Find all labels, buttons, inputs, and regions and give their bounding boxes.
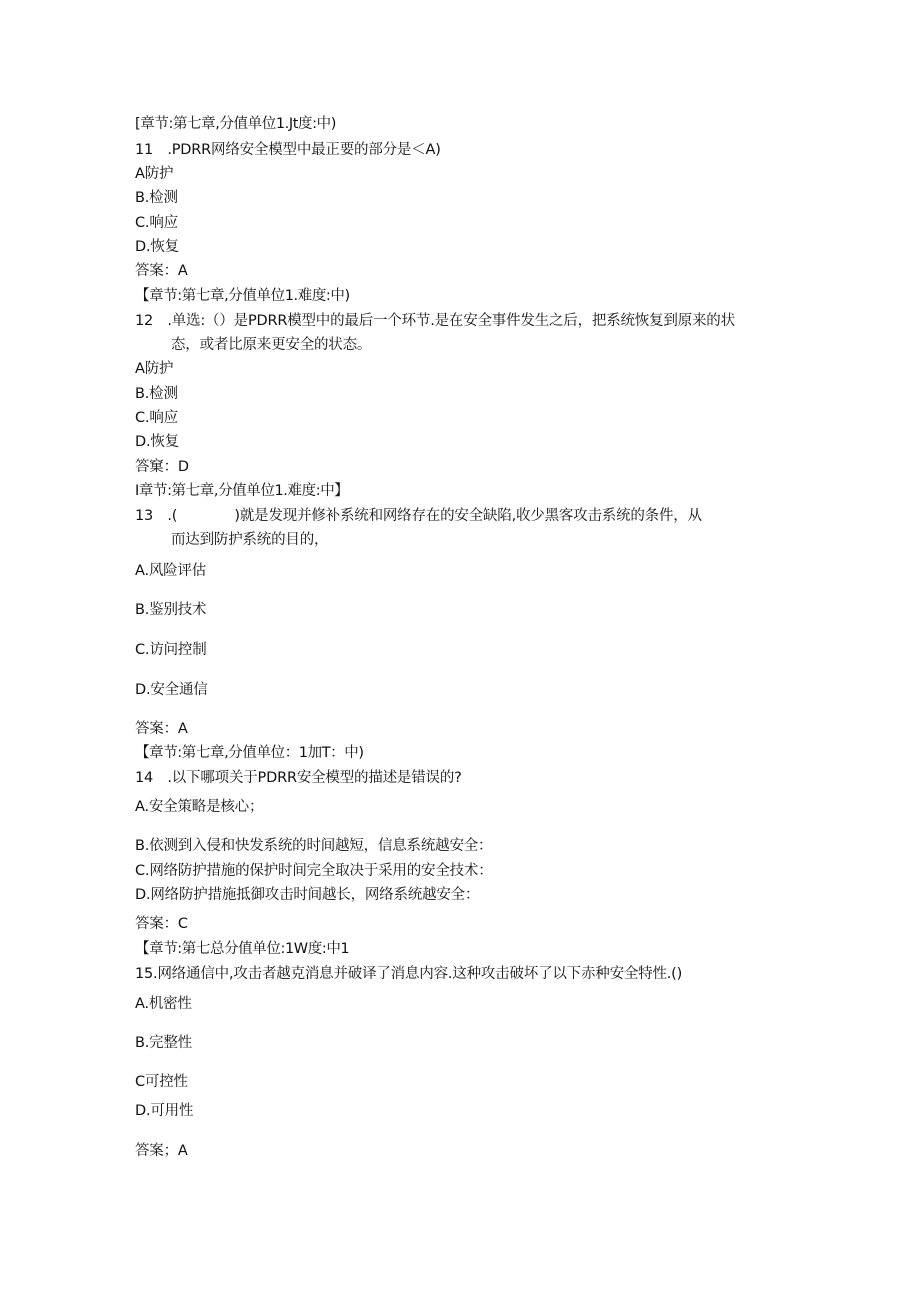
option-d: D.恢复: [135, 434, 179, 450]
question-stem: 13 .( )就是发现并修补系统和网络存在的安全缺陷,收少黑客攻击系统的条件，从: [135, 508, 702, 524]
option-c: C.访问控制: [135, 642, 207, 658]
question-stem: 14 .以下哪项关于PDRR安全模型的描述是错误的?: [135, 770, 462, 786]
chapter-info: [章节:第七章,分值单位1.Jt度:中): [135, 116, 336, 132]
option-b: B.依测到入侵和快发系统的时间越短，信息系统越安全：: [135, 838, 493, 854]
chapter-info: 【章节:第七章,分值单位1.难度:中): [135, 288, 350, 304]
option-d: D.可用性: [135, 1103, 194, 1119]
option-a: A.风险评估: [135, 563, 207, 579]
option-b: B.检测: [135, 190, 178, 206]
answer: 答案：A: [135, 263, 188, 279]
option-b: B.检测: [135, 386, 178, 402]
question-stem: 12 .单选:（）是PDRR模型中的最后一个环节.是在安全事件发生之后，把系统恢复到原来的状: [135, 313, 735, 329]
chapter-info: 【章节:第七总分值单位:1W度:中1: [135, 941, 350, 957]
option-b: B.完整性: [135, 1035, 193, 1051]
option-b: B.鉴别技术: [135, 602, 207, 618]
answer: 答案：C: [135, 916, 188, 932]
option-a: A.机密性: [135, 996, 192, 1012]
option-a: A防护: [135, 361, 174, 377]
option-d: D.恢复: [135, 239, 179, 255]
answer: 答案；A: [135, 1143, 188, 1159]
option-c: C可控性: [135, 1074, 188, 1090]
chapter-info: I章节:第七章,分值单位1.难度:中】: [135, 483, 349, 499]
option-c: C.响应: [135, 410, 178, 426]
answer: 答案：A: [135, 721, 188, 737]
answer: 答窠：D: [135, 459, 189, 475]
option-a: A.安全策略是核心；: [135, 799, 264, 815]
question-stem: 11 .PDRR网络安全模型中最正要的部分是＜A): [135, 142, 441, 158]
option-c: C.网络防护措施的保护时间完全取决于采用的安全技术：: [135, 863, 493, 879]
chapter-info: 【章节:第七章,分值单位：1加T：中): [135, 745, 364, 761]
question-stem-continuation: 态，或者比原来更安全的状态。: [171, 337, 372, 353]
option-d: D.安全通信: [135, 682, 208, 698]
option-c: C.响应: [135, 215, 178, 231]
option-d: D.网络防护措施抵御攻击时间越长，网络系统越安全：: [135, 887, 480, 903]
option-a: A防护: [135, 166, 174, 182]
question-stem: 15.网络通信中,攻击者越克消息并破译了消息内容.这种攻击破坏了以下赤种安全特性.(): [135, 966, 683, 982]
question-stem-continuation: 而达到防护系统的目的，: [171, 532, 329, 548]
